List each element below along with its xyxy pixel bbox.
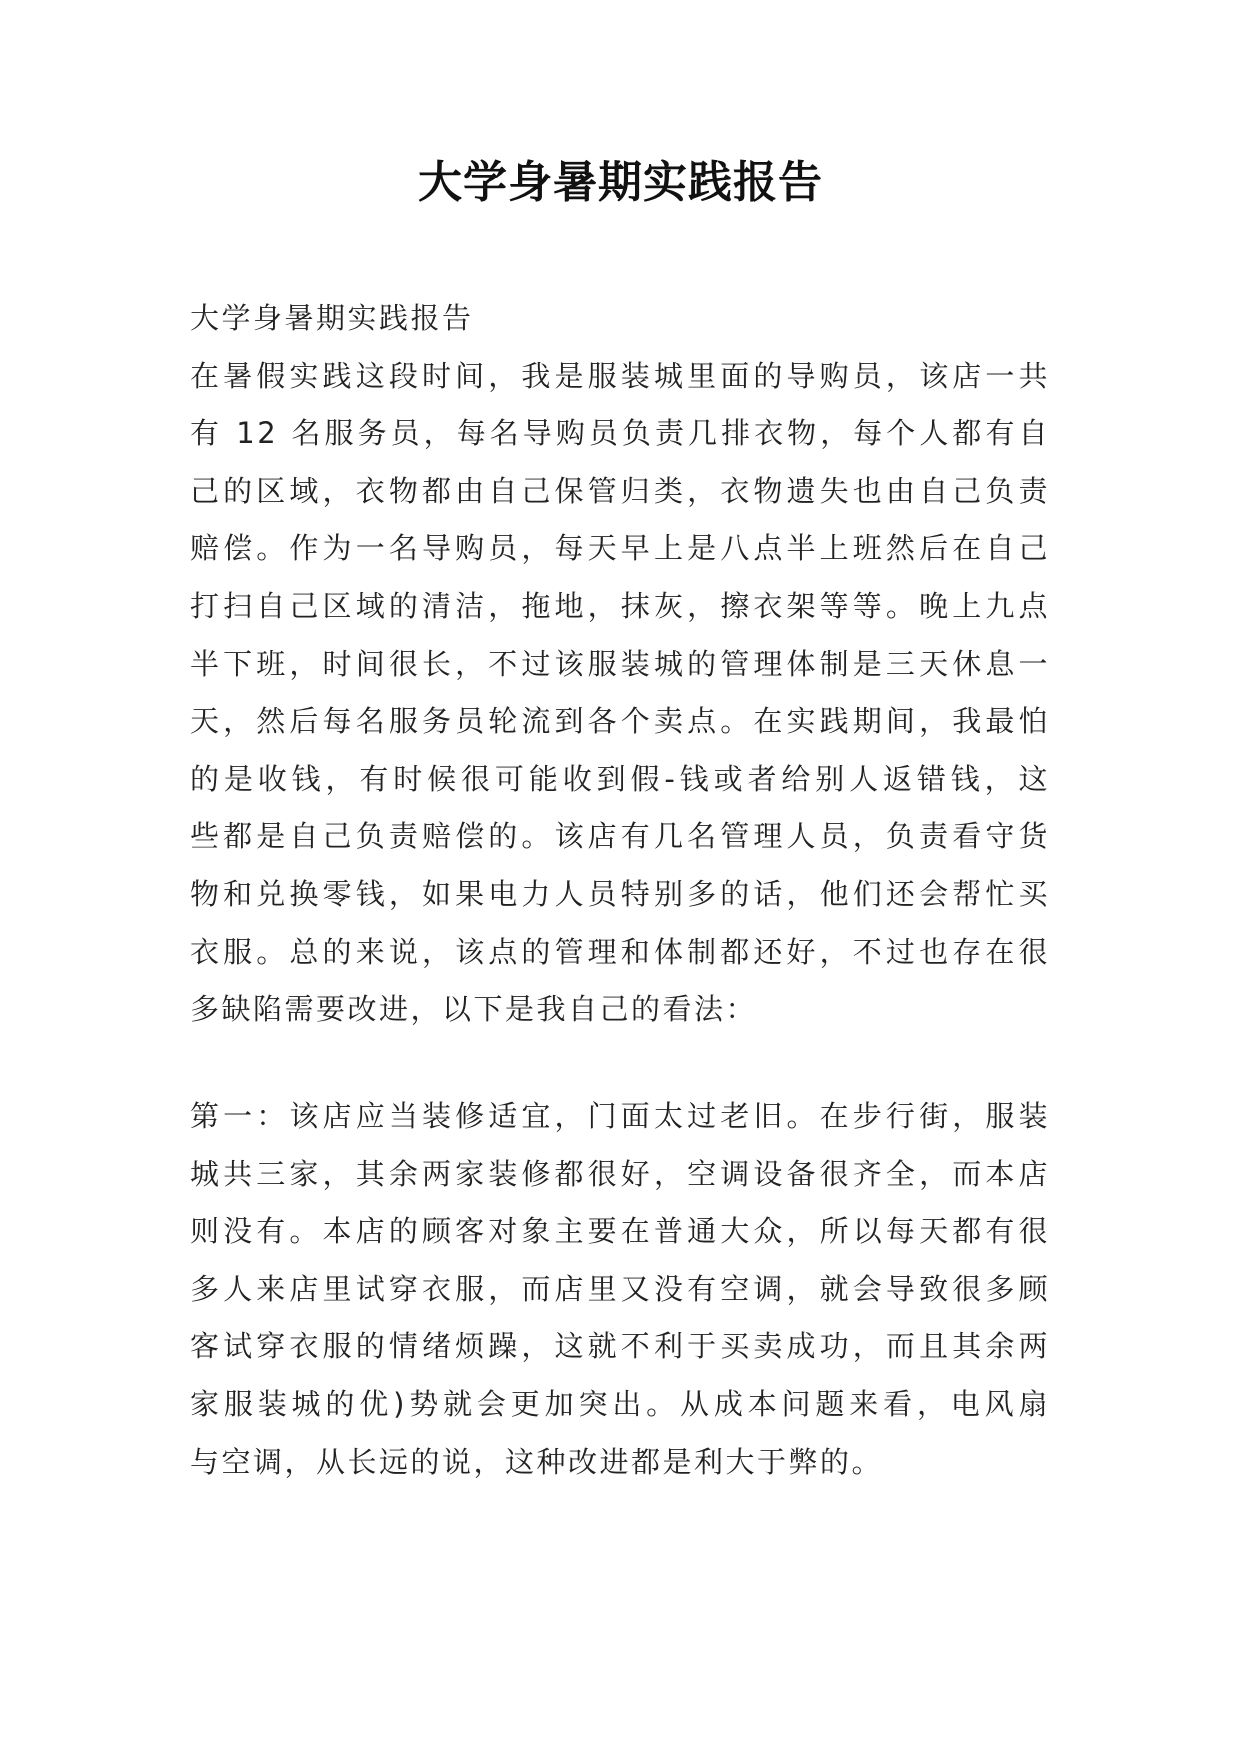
document-title: 大学身暑期实践报告 — [418, 157, 823, 208]
paragraph-line: 与空调，从长远的说，这种改进都是利大于弊的。 — [190, 1444, 884, 1479]
paragraph-line: 则没有。本店的顾客对象主要在普通大众，所以每天都有很 — [190, 1214, 1050, 1249]
paragraph-line: 些都是自己负责赔偿的。该店有几名管理人员，负责看守货 — [190, 819, 1050, 854]
paragraph-line: 物和兑换零钱，如果电力人员特别多的话，他们还会帮忙买 — [190, 876, 1050, 911]
paragraph-line: 多缺陷需要改进，以下是我自己的看法： — [190, 992, 758, 1027]
paragraph-line: 有 12 名服务员，每名导购员负责几排衣物，每个人都有自 — [190, 416, 1050, 451]
paragraph-line: 多人来店里试穿衣服，而店里又没有空调，就会导致很多顾 — [190, 1271, 1050, 1306]
paragraph-line: 的是收钱，有时候很可能收到假-钱或者给别人返错钱，这 — [190, 761, 1050, 796]
paragraph-line: 赔偿。作为一名导购员，每天早上是八点半上班然后在自己 — [190, 531, 1050, 566]
paragraph-line: 打扫自己区域的清洁，拖地，抹灰，擦衣架等等。晚上九点 — [190, 588, 1050, 623]
paragraph-line: 己的区域，衣物都由自己保管归类，衣物遗失也由自己负责 — [190, 473, 1050, 508]
paragraph-line: 半下班，时间很长，不过该服装城的管理体制是三天休息一 — [190, 646, 1050, 681]
paragraph-line: 在暑假实践这段时间，我是服装城里面的导购员，该店一共 — [190, 358, 1050, 393]
paragraph-line: 家服装城的优)势就会更加突出。从成本问题来看，电风扇 — [190, 1386, 1050, 1421]
paragraph-line: 第一：该店应当装修适宜，门面太过老旧。在步行街，服装 — [190, 1099, 1050, 1133]
paragraph-line: 客试穿衣服的情绪烦躁，这就不利于买卖成功，而且其余两 — [190, 1329, 1050, 1364]
paragraph-line: 衣服。总的来说，该点的管理和体制都还好，不过也存在很 — [190, 934, 1050, 969]
paragraph-first-point — [190, 1088, 1050, 1491]
paragraph-intro — [190, 290, 1050, 1039]
paragraph-line: 城共三家，其余两家装修都很好，空调设备很齐全，而本店 — [190, 1156, 1050, 1191]
paragraph-line: 天，然后每名服务员轮流到各个卖点。在实践期间，我最怕 — [190, 704, 1050, 739]
paragraph-line: 大学身暑期实践报告 — [190, 301, 474, 335]
